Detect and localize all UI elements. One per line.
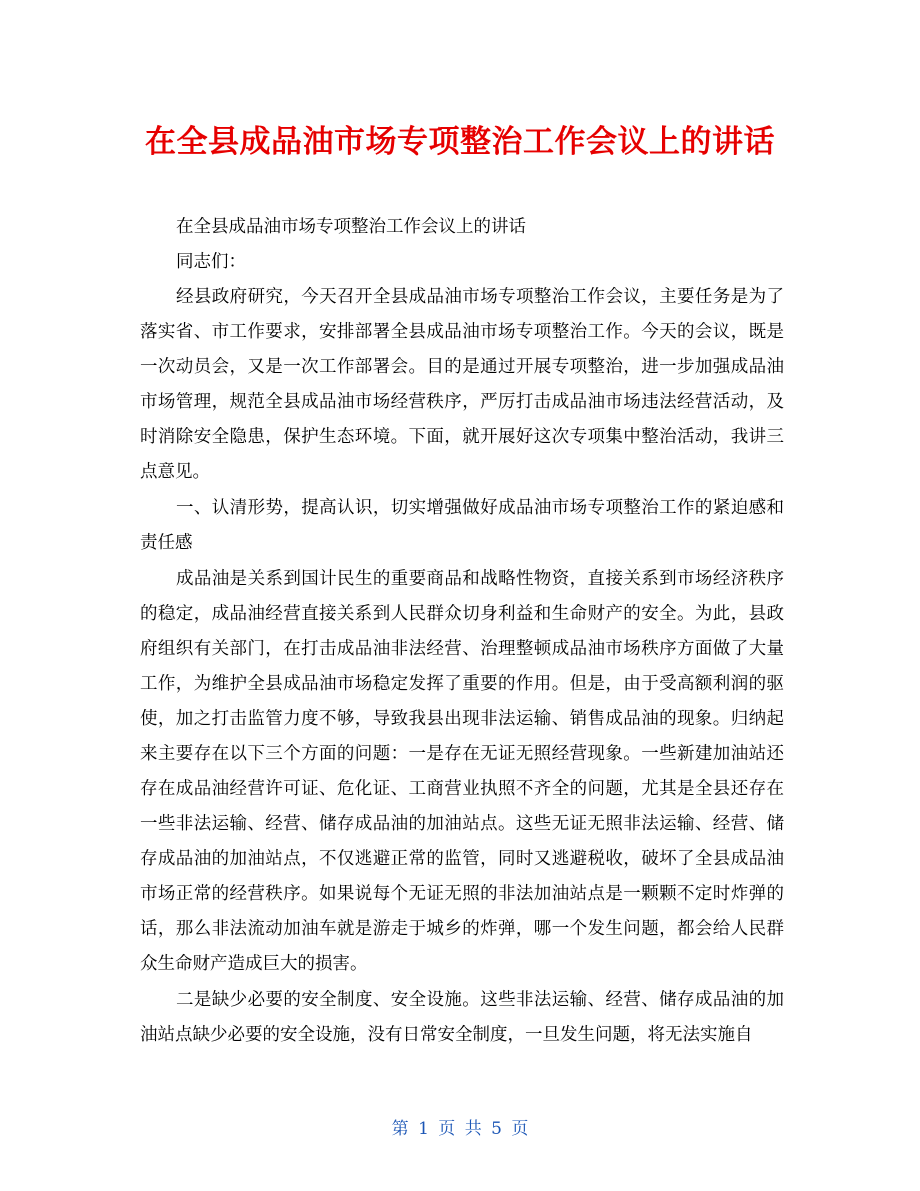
section-heading-paragraph: 一、认清形势，提高认识，切实增强做好成品油市场专项整治工作的紧迫感和责任感 (140, 498, 784, 553)
page-title: 在全县成品油市场专项整治工作会议上的讲话 (145, 124, 775, 160)
body-paragraph: 二是缺少必要的安全制度、安全设施。这些非法运输、经营、储存成品油的加油站点缺少必要的安全设施，没有日常安全制度，一旦发生问题，将无法实施自 (140, 990, 784, 1045)
page-number-footer: 第 1 页 共 5 页 (391, 1119, 529, 1139)
intro-paragraph: 经县政府研究，今天召开全县成品油市场专项整治工作会议，主要任务是为了落实省、市工作要求，安排部署全县成品油市场专项整治工作。今天的会议，既是一次动员会，又是一次工作部署会。目的是通过开展专项整治，进一步加强成品油市场管理，规范全县成品油市场经营秩序，严厉打击成品油市场违法经营活动，及时消除安全隐患，保护生态环境。下面，就开展好这次专项集中整治活动，我讲三点意见。 (140, 287, 784, 482)
body-paragraph: 成品油是关系到国计民生的重要商品和战略性物资，直接关系到市场经济秩序的稳定，成品油经营直接关系到人民群众切身利益和生命财产的安全。为此，县政府组织有关部门，在打击成品油非法经营、治理整顿成品油市场秩序方面做了大量工作，为维护全县成品油市场稳定发挥了重要的作用。但是，由于受高额利润的驱使，加之打击监管力度不够，导致我县出现非法运输、销售成品油的现象。归纳起来主要存在以下三个方面的问题：一是存在无证无照经营现象。一些新建加油站还存在成品油经营许可证、危化证、工商营业执照不齐全的问题，尤其是全县还存在一些非法运输、经营、储存成品油的加油站点。这些无证无照非法运输、经营、储存成品油的加油站点，不仅逃避正常的监管，同时又逃避税收，破坏了全县成品油市场正常的经营秩序。如果说每个无证无照的非法加油站点是一颗颗不定时炸弹的话，那么非法流动加油车就是游走于城乡的炸弹，哪一个发生问题，都会给人民群众生命财产造成巨大的损害。 (140, 569, 784, 974)
salutation-paragraph: 同志们： (176, 252, 246, 272)
subtitle-paragraph: 在全县成品油市场专项整治工作会议上的讲话 (176, 217, 526, 237)
document-body (140, 210, 784, 1053)
